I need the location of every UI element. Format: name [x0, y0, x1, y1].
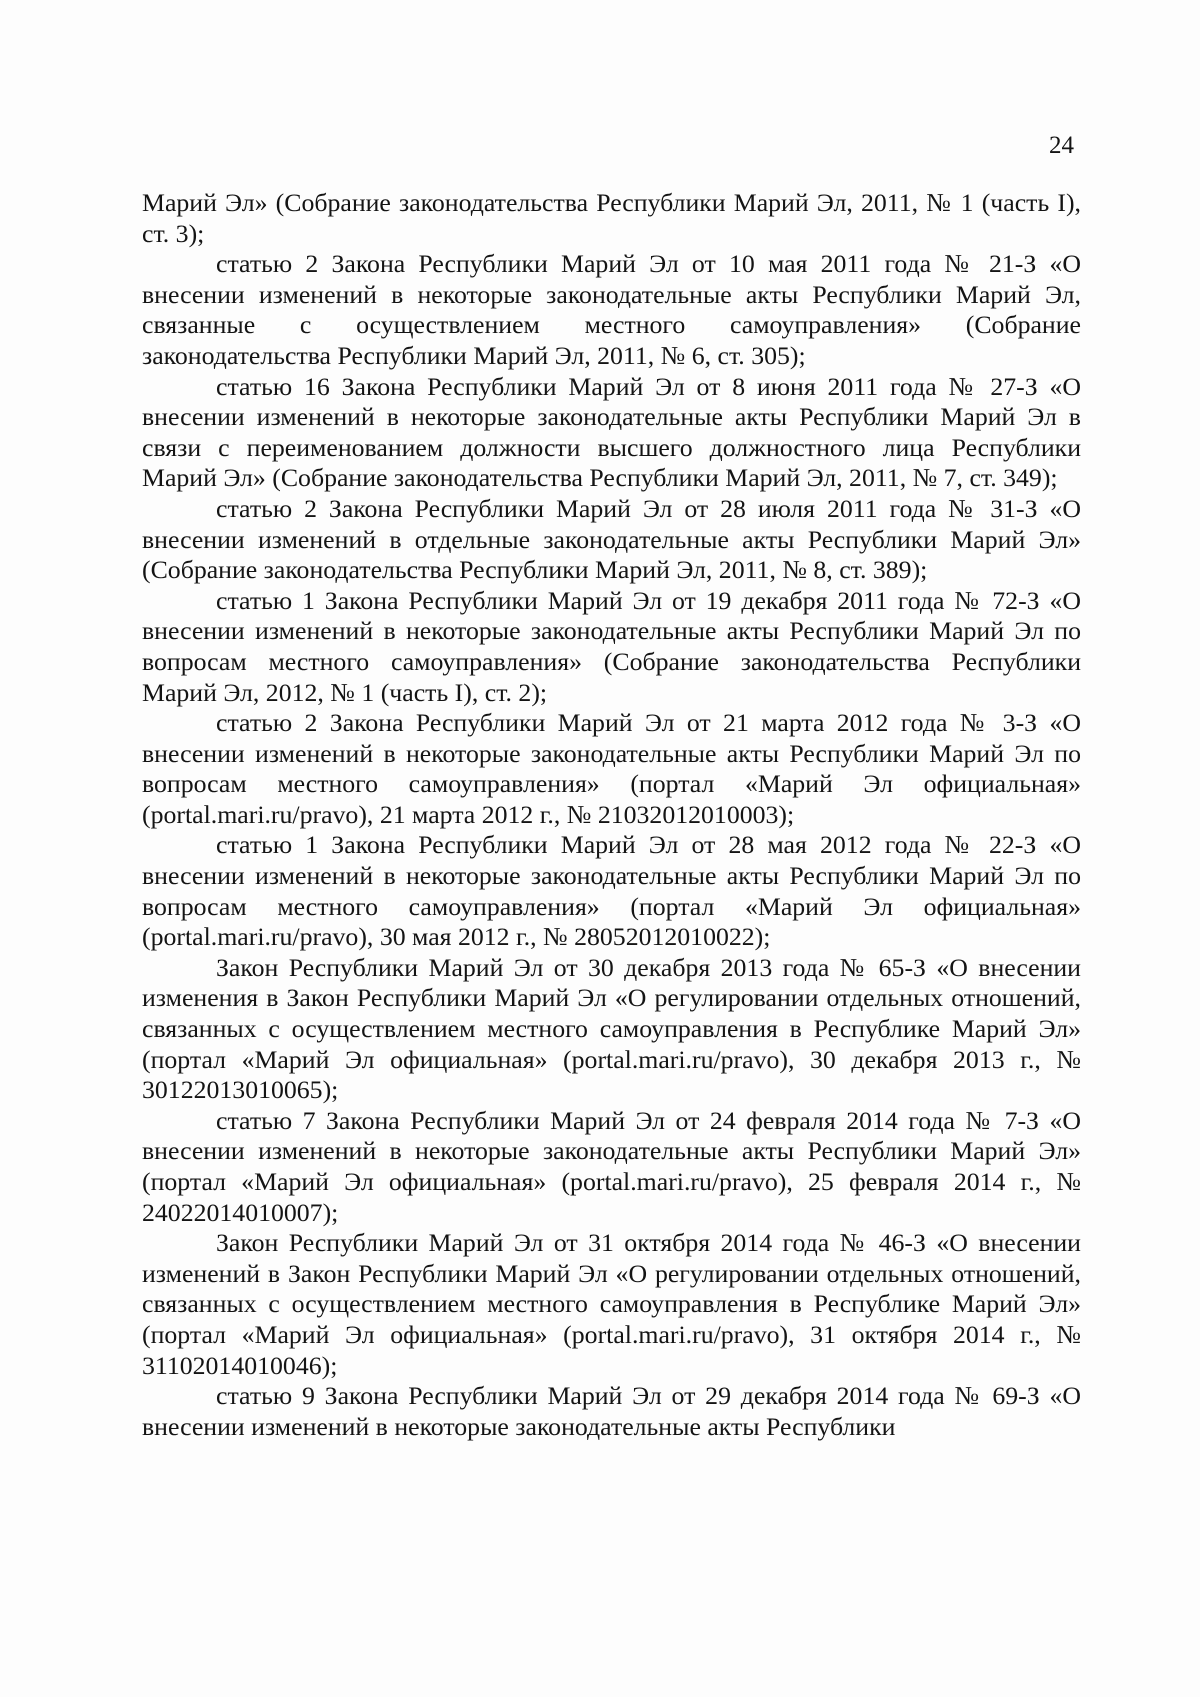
- page-number: 24: [1049, 132, 1074, 159]
- paragraph-law-2011-06-08: статью 16 Закона Республики Марий Эл от 8 июня 2011 года № 27-З «О внесении изменений в некоторые законодательные акты Республики Марий Эл в связи с переименованием должности высшего должностного лица Республики Марий Эл» (Собрание законодательства Республики Марий Эл, 2011, № 7, ст. 349);: [142, 371, 1081, 493]
- paragraph-continuation: Марий Эл» (Собрание законодательства Республики Марий Эл, 2011, № 1 (часть I), ст. 3);: [142, 188, 1081, 248]
- document-body: [142, 188, 1081, 1442]
- paragraph-law-2014-10-31: Закон Республики Марий Эл от 31 октября 2014 года № 46-З «О внесении изменений в Закон Республики Марий Эл «О регулировании отдельных отношений, связанных с осуществлением местного самоуправления в Республике Марий Эл» (портал «Марий Эл официальная» (portal.mari.ru/pravo), 31 октября 2014 г., № 31102014010046);: [142, 1228, 1081, 1380]
- paragraph-law-2012-05-28: статью 1 Закона Республики Марий Эл от 28 мая 2012 года № 22-З «О внесении изменений в некоторые законодательные акты Республики Марий Эл по вопросам местного самоуправления» (портал «Марий Эл официальная» (portal.mari.ru/pravo), 30 мая 2012 г., № 28052012010022);: [142, 830, 1081, 952]
- paragraph-law-2014-02-24: статью 7 Закона Республики Марий Эл от 24 февраля 2014 года № 7-З «О внесении изменений в некоторые законодательные акты Республики Марий Эл» (портал «Марий Эл официальная» (portal.mari.ru/pravo), 25 февраля 2014 г., № 24022014010007);: [142, 1105, 1081, 1227]
- paragraph-law-2012-03-21: статью 2 Закона Республики Марий Эл от 21 марта 2012 года № 3-З «О внесении изменений в некоторые законодательные акты Республики Марий Эл по вопросам местного самоуправления» (портал «Марий Эл официальная» (portal.mari.ru/pravo), 21 марта 2012 г., № 21032012010003);: [142, 708, 1081, 829]
- paragraph-law-2011-07-28: статью 2 Закона Республики Марий Эл от 28 июля 2011 года № 31-З «О внесении изменений в отдельные законодательные акты Республики Марий Эл» (Собрание законодательства Республики Марий Эл, 2011, № 8, ст. 389);: [142, 493, 1081, 585]
- paragraph-law-2014-12-29: статью 9 Закона Республики Марий Эл от 29 декабря 2014 года № 69-З «О внесении изменений в некоторые законодательные акты Республики: [142, 1381, 1081, 1441]
- paragraph-law-2011-12-19: статью 1 Закона Республики Марий Эл от 19 декабря 2011 года № 72-З «О внесении изменений в некоторые законодательные акты Республики Марий Эл по вопросам местного самоуправления» (Собрание законодательства Республики Марий Эл, 2012, № 1 (часть I), ст. 2);: [142, 585, 1081, 707]
- paragraph-law-2011-05-10: статью 2 Закона Республики Марий Эл от 10 мая 2011 года № 21-З «О внесении изменений в некоторые законодательные акты Республики Марий Эл, связанные с осуществлением местного самоуправления» (Собрание законодательства Республики Марий Эл, 2011, № 6, ст. 305);: [142, 249, 1081, 370]
- paragraph-law-2013-12-30: Закон Республики Марий Эл от 30 декабря 2013 года № 65-З «О внесении изменения в Закон Республики Марий Эл «О регулировании отдельных отношений, связанных с осуществлением местного самоуправления в Республике Марий Эл» (портал «Марий Эл официальная» (portal.mari.ru/pravo), 30 декабря 2013 г., № 30122013010065);: [142, 952, 1081, 1105]
